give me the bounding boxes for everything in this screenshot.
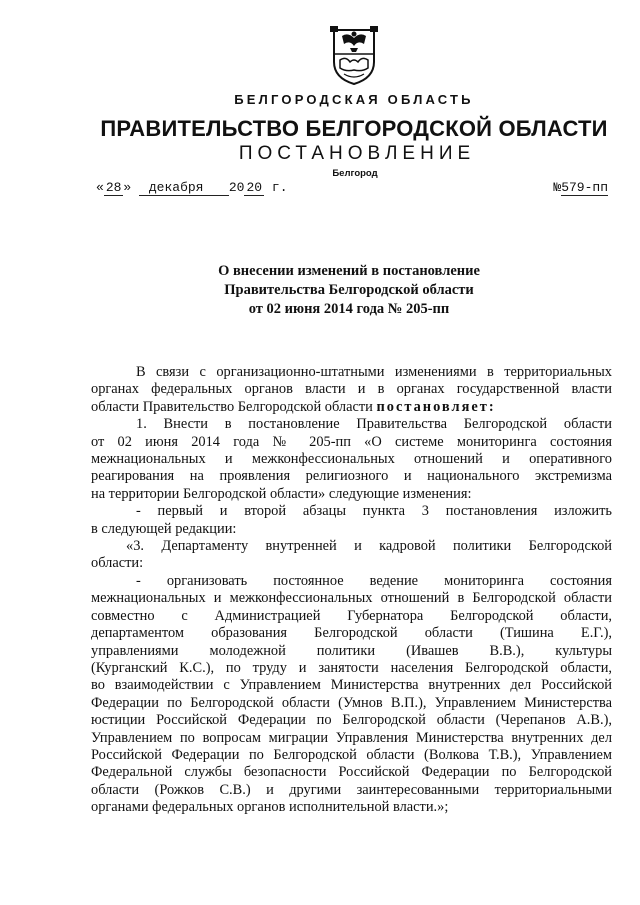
body-line: - организовать постоянное ведение мониторинга состояния	[136, 572, 612, 589]
body-line: совместно с Администрацией Губернатора Белгородской области,	[91, 607, 612, 624]
body-line: Федеральной службы безопасности Российской Федерации по Белгородской	[91, 764, 612, 781]
government-name: ПРАВИТЕЛЬСТВО БЕЛГОРОДСКОЙ ОБЛАСТИ	[100, 116, 608, 141]
body-line: - первый и второй абзацы пункта 3 постановления изложить	[136, 503, 612, 520]
document-title	[0, 262, 640, 319]
title-line: от 02 июня 2014 года № 205-пп	[248, 301, 450, 317]
body-line: реагирования на проявления религиозного и национального экстремизма	[91, 468, 612, 485]
body-line: 1. Внести в постановление Правительства Белгородской области	[136, 416, 612, 433]
body-line: во взаимодействии с Управлением Министерства внутренних дел Российской	[91, 677, 612, 694]
document-body	[91, 364, 612, 817]
body-line: Российской Федерации по Белгородской области (Волкова Т.В.), Управлением	[91, 746, 612, 763]
body-line: департаментом образования Белгородской области (Тишина Е.Г.),	[91, 625, 612, 642]
body-line: управлениями молодежной политики (Ивашев В.В.), культуры	[91, 642, 612, 659]
title-line: Правительства Белгородской области	[224, 282, 474, 298]
body-line: на территории Белгородской области» следующие изменения:	[91, 485, 472, 502]
body-line: области (Рожков С.В.) и другими заинтересованными территориальными	[91, 781, 612, 798]
date-year: 20	[246, 180, 263, 195]
city-name: Белгород	[332, 168, 378, 179]
document-type: ПОСТАНОВЛЕНИЕ	[238, 143, 476, 164]
body-line: межнациональных и межконфессиональных отношений и оперативного	[91, 451, 612, 468]
body-line: области Правительство Белгородской области постановляет:	[91, 398, 496, 415]
date-month: декабря	[139, 180, 229, 196]
body-line: (Курганский К.С.), по труду и занятости населения Белгородской области,	[91, 659, 612, 676]
body-line: юстиции Российской Федерации по Белгородской области (Черепанов А.В.),	[91, 712, 612, 729]
body-line: органах федеральных органов власти и в органах государственной власти	[91, 381, 612, 398]
title-line: О внесении изменений в постановление	[218, 263, 480, 279]
body-line: Федерации по Белгородской области (Умнов В.П.), Управлением Министерства	[91, 694, 612, 711]
coat-of-arms-icon	[328, 22, 380, 86]
body-line: от 02 июня 2014 года № 205-пп «О системе мониторинга состояния	[91, 433, 612, 450]
document-number: №579-пп	[553, 180, 608, 195]
region-name: БЕЛГОРОДСКАЯ ОБЛАСТЬ	[234, 92, 474, 107]
body-line: в следующей редакции:	[91, 520, 237, 537]
body-line: Управлением по вопросам миграции Управления Министерства внутренних дел	[91, 729, 612, 746]
body-line: «3. Департаменту внутренней и кадровой политики Белгородской	[126, 538, 612, 555]
body-line: области:	[91, 555, 144, 572]
document-date: « 28 » декабря 20 20 г.	[96, 180, 288, 195]
body-line: органами федеральных органов исполнительной власти.»;	[91, 799, 449, 816]
body-line: В связи с организационно-штатными изменениями в территориальных	[136, 364, 612, 380]
date-day: 28	[105, 180, 122, 195]
body-line: межнациональных и межконфессиональных отношений в Белгородской области	[91, 590, 612, 607]
